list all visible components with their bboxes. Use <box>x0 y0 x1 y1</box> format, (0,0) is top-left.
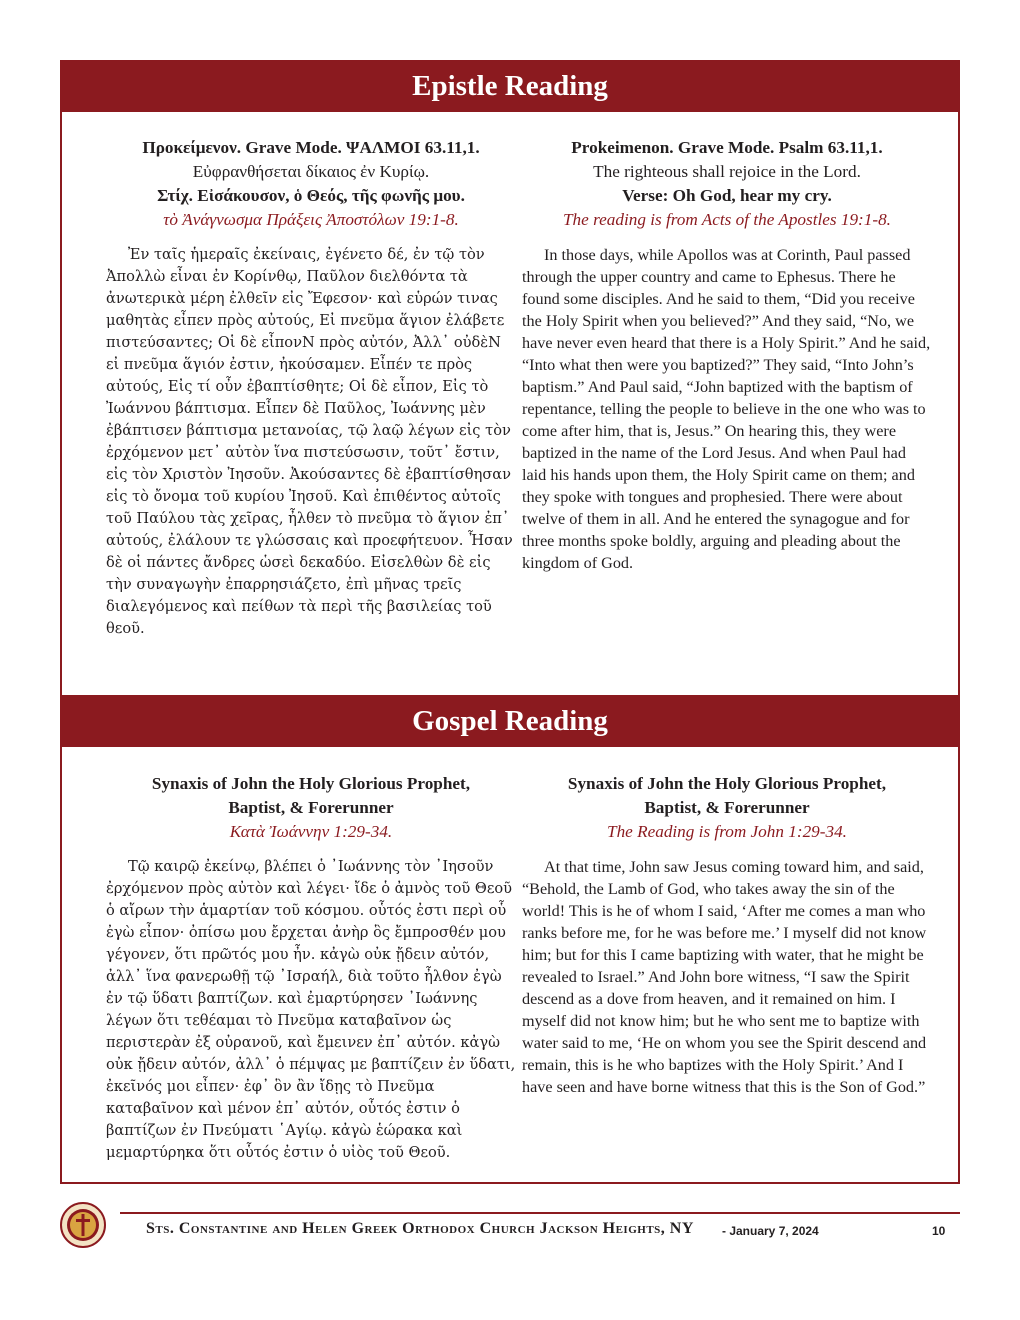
gospel-banner: Gospel Reading <box>62 697 958 747</box>
prokeimenon-verse-greek: Εὐφρανθήσεται δίκαιος ἐν Κυρίῳ. <box>192 162 430 181</box>
feast-title-english-line1: Synaxis of John the Holy Glorious Prophet, <box>567 774 887 793</box>
epistle-text-english: In those days, while Apollos was at Corinth, Paul passed through the upper country and came to Ephesus. There he found some disciples. And he said to them, “Did you receive the Holy Spirit when you believed?” And they said, “No, we have never even heard that there is a Holy Spirit.” And he said, “Into what then were you baptized?” They said, “Into John’s baptism.” And Paul said, “John baptized with the baptism of repentance, telling the people to believe in the one who was to come after him, that is, Jesus.” On hearing this, they were baptized in the name of the Lord Jesus. And when Paul had laid his hands upon them, the Holy Spirit came on them; and they spoke with tongues and prophesied. There were about twelve of them in all. And he entered the synagogue and for three months spoke boldly, arguing and pleading about the kingdom of God. <box>522 246 931 572</box>
epistle-greek-column <box>106 136 516 640</box>
gospel-english-heading <box>522 772 932 844</box>
epistle-banner: Epistle Reading <box>62 62 958 112</box>
epistle-reference-greek: τὸ Ἀνάγνωσμα Πράξεις Ἀποστόλων 19:1-8. <box>163 210 459 229</box>
gospel-text-english: At that time, John saw Jesus coming toward him, and said, “Behold, the Lamb of God, who takes away the sin of the world! This is he of whom I said, ‘After me comes a man who ranks before me, for he was before me.’ I myself did not know him; but for this I came baptizing with water, that he might be revealed to Israel.” And John bore witness, “I saw the Spirit descend as a dove from heaven, and it remained on him. I myself did not know him; but he who sent me to baptize with water said to me, ‘He on whom you see the Spirit descend and remain, this is he who baptizes with the Holy Spirit.’ And I have seen and have borne witness that this is the Son of God.” <box>522 858 927 1096</box>
prokeimenon-english: Prokeimenon. Grave Mode. Psalm 63.11,1. <box>571 138 883 157</box>
epistle-english-heading <box>522 136 932 232</box>
page-number: 10 <box>932 1224 946 1238</box>
epistle-greek-heading <box>106 136 516 232</box>
feast-title-english-line2: Baptist, & Forerunner <box>644 798 810 817</box>
footer-church-name: Sts. Constantine and Helen Greek Orthodox Church Jackson Heights, NY <box>146 1220 694 1237</box>
epistle-english-column <box>522 136 932 574</box>
verse-english: Verse: Oh God, hear my cry. <box>622 186 832 205</box>
epistle-section <box>60 60 960 696</box>
footer-date: - January 7, 2024 <box>722 1224 819 1238</box>
prokeimenon-greek: Προκείμενον. Grave Mode. ΨΑΛΜΟΙ 63.11,1. <box>142 138 480 157</box>
stichos-greek: Στίχ. Εἰσάκουσον, ὁ Θεός, τῆς φωνῆς μου. <box>157 186 465 205</box>
gospel-reference-english: The Reading is from John 1:29-34. <box>607 822 847 841</box>
gospel-greek-heading <box>106 772 516 844</box>
gospel-reference-greek: Κατὰ Ἰωάννην 1:29-34. <box>229 822 393 841</box>
prokeimenon-verse-english: The righteous shall rejoice in the Lord. <box>593 162 861 181</box>
gospel-section <box>60 695 960 1184</box>
gospel-greek-column <box>106 772 516 1164</box>
epistle-text-greek: Ἐν ταῖς ἡμεραῖς ἐκείναις, ἐγένετο δέ, ἐν τῷ τὸν Ἀπολλὼ εἶναι ἐν Κορίνθῳ, Παῦλον διελθόντα τὰ ἀνωτερικὰ μέρη ἐλθεῖν εἰς Ἔφεσον· καὶ εὑρών τινας μαθητὰς εἶπεν πρὸς αὐτούς, Εἰ πνεῦμα ἅγιον ἐλάβετε πιστεύσαντες; Οἱ δὲ εἶπονΝ πρὸς αὐτόν, Ἀλλ᾽ οὐδὲΝ εἰ πνεῦμα ἅγιόν ἐστιν, ἠκούσαμεν. Εἶπέν τε πρὸς αὐτούς, Εἰς τί οὖν ἐβαπτίσθητε; Οἱ δὲ εἶπον, Εἰς τὸ Ἰωάννου βάπτισμα. Εἶπεν δὲ Παῦλος, Ἰωάννης μὲν ἐβάπτισεν βάπτισμα μετανοίας, τῷ λαῷ λέγων εἰς τὸν ἐρχόμενον μετ᾽ αὐτὸν ἵνα πιστεύσωσιν, τοῦτ᾽ ἔστιν, εἰς τὸν Χριστὸν Ἰησοῦν. Ἀκούσαντες δὲ ἐβαπτίσθησαν εἰς τὸ ὄνομα τοῦ κυρίου Ἰησοῦ. Καὶ ἐπιθέντος αὐτοῖς τοῦ Παύλου τὰς χεῖρας, ἦλθεν τὸ πνεῦμα τὸ ἅγιον ἐπ᾽ αὐτούς, ἐλάλουν τε γλώσσαις καὶ προεφήτευον. Ἦσαν δὲ οἱ πάντες ἄνδρες ὡσεὶ δεκαδύο. Εἰσελθὼν δὲ εἰς τὴν συναγωγὴν ἐπαρρησιάζετο, ἐπὶ μῆνας τρεῖς διαλεγόμενος καὶ πείθων τὰ περὶ τῆς βασιλείας τοῦ θεοῦ. <box>106 246 513 637</box>
gospel-text-greek: Τῷ καιρῷ ἐκείνῳ, βλέπει ὁ ᾿Ιωάννης τὸν ᾿Ιησοῦν ἐρχόμενον πρὸς αὐτὸν καὶ λέγει· ἴδε ὁ ἀμνὸς τοῦ Θεοῦ ὁ αἴρων τὴν ἁμαρτίαν τοῦ κόσμου. οὗτός ἐστι περὶ οὗ ἐγὼ εἶπον· ὀπίσω μου ἔρχεται ἀνὴρ ὃς ἔμπροσθέν μου γέγονεν, ὅτι πρῶτός μου ἦν. κἀγὼ οὐκ ᾔδειν αὐτόν, ἀλλ᾿ ἵνα φανερωθῇ τῷ ᾿Ισραήλ, διὰ τοῦτο ἦλθον ἐγὼ ἐν τῷ ὕδατι βαπτίζων. καὶ ἐμαρτύρησεν ᾿Ιωάννης λέγων ὅτι τεθέαμαι τὸ Πνεῦμα καταβαῖνον ὡς περιστερὰν ἐξ οὐρανοῦ, καὶ ἔμεινεν ἐπ᾿ αὐτόν. κἀγὼ οὐκ ᾔδειν αὐτόν, ἀλλ᾿ ὁ πέμψας με βαπτίζειν ἐν ὕδατι, ἐκεῖνός μοι εἶπεν· ἐφ᾿ ὃν ἂν ἴδῃς τὸ Πνεῦμα καταβαῖνον καὶ μένον ἐπ᾿ αὐτόν, οὗτός ἐστιν ὁ βαπτίζων ἐν Πνεύματι ῾Αγίῳ. κἀγὼ ἑώρακα καὶ μεμαρτύρηκα ὅτι οὗτός ἐστιν ὁ υἱὸς τοῦ Θεοῦ. <box>106 858 516 1161</box>
church-seal-icon <box>60 1202 106 1248</box>
feast-title-greek-line2: Baptist, & Forerunner <box>228 798 394 817</box>
gospel-english-column <box>522 772 932 1098</box>
epistle-reference-english: The reading is from Acts of the Apostles 19:1-8. <box>563 210 891 229</box>
footer-divider <box>120 1212 960 1214</box>
feast-title-greek-line1: Synaxis of John the Holy Glorious Prophet, <box>151 774 471 793</box>
